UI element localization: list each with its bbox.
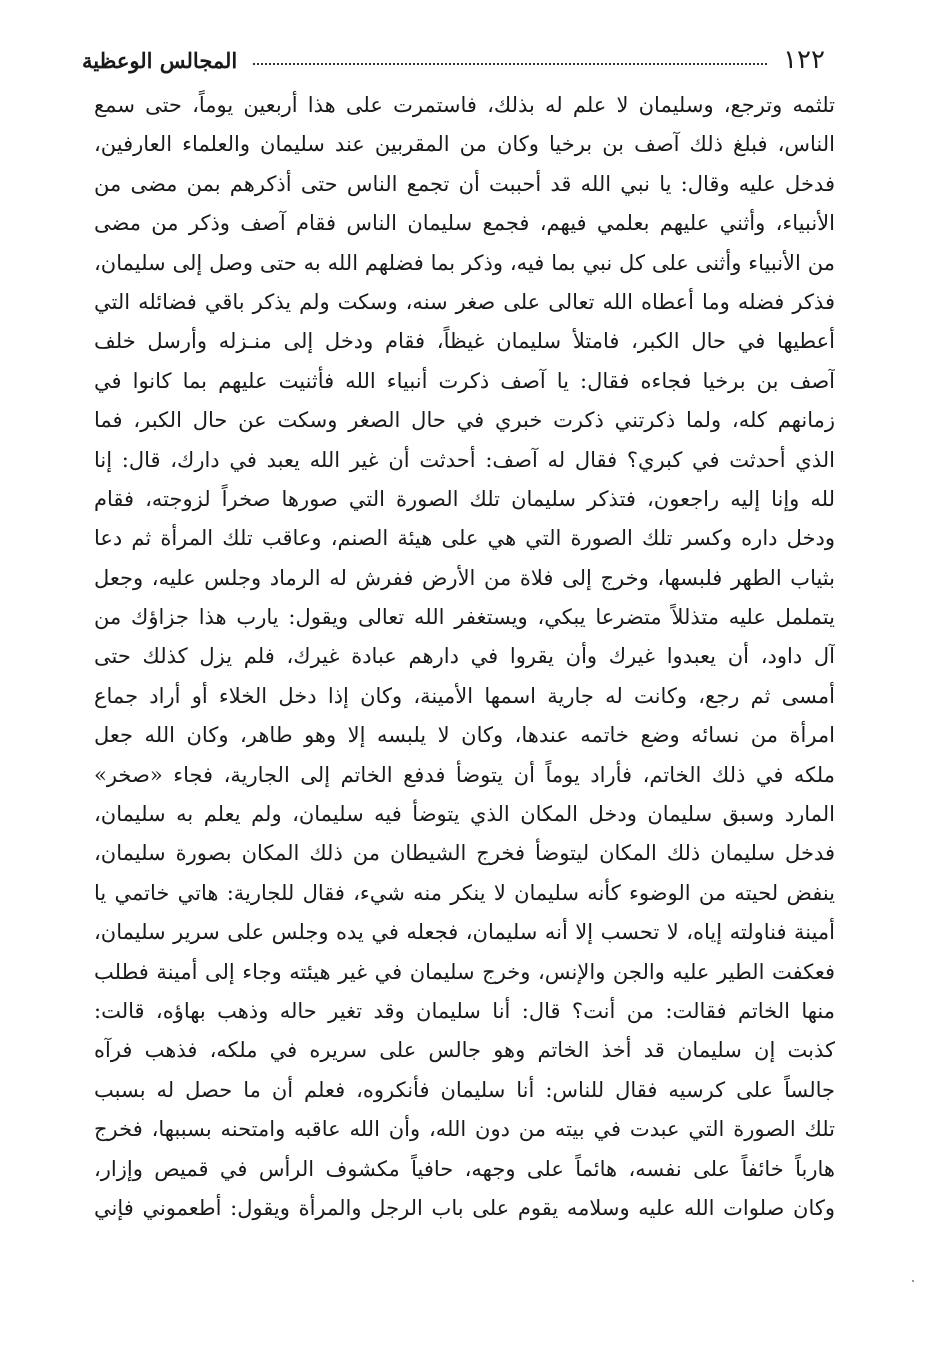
text-line: آل داود، أن يعبدوا غيرك وأن يقروا في دارهم عبادة غيرك، فلم يزل كذلك حتى (94, 644, 835, 669)
text-line: جالساً على كرسيه فقال للناس: أنا سليمان فأنكروه، فعلم أن ما حصل له بسبب (94, 1077, 835, 1102)
text-line: الذي أحدثت في كبري؟ فقال له آصف: أحدثت أن غير الله يعبد في دارك، قال: إنا (94, 447, 835, 472)
text-line: زمانهم كله، ولما ذكرتني ذكرت خبري في حال الصغر وسكت عن حال الكبر، فما (94, 408, 835, 433)
text-line: فعكفت الطير عليه والجن والإنس، وخرج سليمان في غير هيئته وجاء إلى أمينة فطلب (94, 959, 835, 984)
text-line: أعطيها في حال الكبر، فامتلأ سليمان غيظاً، فقام ودخل إلى منـزله وأرسل خلف (94, 329, 835, 354)
text-line: بثياب الطهر فلبسها، وخرج إلى فلاة من الأرض ففرش له الرماد وجلس عليه، وجعل (94, 565, 835, 590)
text-line: الأنبياء، وأثني عليهم بعلمي فيهم، فجمع سليمان الناس فقام آصف وذكر من مضى (94, 211, 835, 236)
text-line: أمسى ثم رجع، وكانت له جارية اسمها الأمينة، وكان إذا دخل الخلاء أو أراد جماع (94, 683, 835, 708)
text-line: تلثمه وترجع، وسليمان لا علم له بذلك، فاستمرت على هذا أربعين يوماً، حتى سمع (94, 93, 835, 117)
text-line: امرأة من نسائه وضع خاتمه عندها، وكان لا يلبسه إلا وهو طاهر، وكان الله جعل (94, 723, 835, 748)
text-line: يتململ عليه متذللاً متضرعا يبكي، ويستغفر الله تعالى ويقول: يارب هذا جزاؤك من (94, 605, 835, 630)
text-line: ملكه في ذلك الخاتم، فأراد يوماً أن يتوضأ فدفع الخاتم إلى الجارية، فجاء «صخر» (94, 762, 835, 787)
text-line: وكان صلوات الله عليه وسلامه يقوم على باب الرجل والمرأة ويقول: أطعموني فإني (94, 1195, 835, 1220)
text-line: المارد وسبق سليمان ودخل المكان الذي يتوضأ فيه سليمان، ولم يعلم به سليمان، (94, 802, 835, 827)
text-line: فذكر فضله وما أعطاه الله تعالى على صغر سنه، وسكت ولم يذكر باقي فضائله التي (94, 289, 835, 314)
text-line: لله وإنا إليه راجعون، فتذكر سليمان تلك الصورة التي صورها صخراً لزوجته، فقام (94, 486, 835, 511)
page-header (82, 40, 825, 80)
body-text (94, 86, 835, 1228)
page-number: ١٢٢ (783, 45, 825, 75)
dotted-leader-rule (253, 63, 767, 65)
text-line: من الأنبياء وأثنى على كل نبي بما فيه، وذكر بما فضلهم الله به حتى وصل إلى سليمان، (94, 250, 835, 275)
text-line: هارباً خائفاً على نفسه، هائماً على وجهه، حافياً مكشوف الرأس في قميص وإزار، (94, 1156, 835, 1181)
text-line: ينفض لحيته من الوضوء كأنه سليمان لا ينكر منه شيء، فقال للجارية: هاتي خاتمي يا (94, 880, 835, 905)
text-line: فدخل عليه وقال: يا نبي الله قد أحببت أن تجمع الناس حتى أذكرهم بمن مضى من (94, 171, 835, 196)
text-line: ودخل داره وكسر تلك الصورة التي هي على هيئة الصنم، وعاقب تلك المرأة ثم دعا (94, 526, 835, 551)
text-line: الناس، فبلغ ذلك آصف بن برخيا وكان من المقربين عند سليمان والعلماء العارفين، (94, 132, 835, 157)
text-line: كذبت إن سليمان قد أخذ الخاتم وهو جالس على سريره في ملكه، فذهب فرآه (94, 1038, 835, 1063)
text-line: آصف بن برخيا فجاءه فقال: يا آصف ذكرت أنبياء الله فأثنيت عليهم بما كانوا في (94, 368, 835, 393)
text-line: فدخل سليمان ذلك المكان ليتوضأ فخرج الشيطان من ذلك المكان بصورة سليمان، (94, 841, 835, 866)
text-line: منها الخاتم فقالت: من أنت؟ قال: أنا سليمان وقد تغير حاله وذهب بهاؤه، قالت: (94, 998, 835, 1023)
text-line: تلك الصورة التي عبدت في بيته من دون الله، وأن الله عاقبه وامتحنه بسببها، فخرج (94, 1117, 835, 1142)
running-title: المجالس الوعظية (82, 47, 238, 73)
text-line: أمينة فناولته إياه، لا تحسب إلا أنه سليمان، فجعله في يده وجلس على سرير سليمان، (94, 920, 835, 945)
scan-speck (912, 1280, 914, 1282)
